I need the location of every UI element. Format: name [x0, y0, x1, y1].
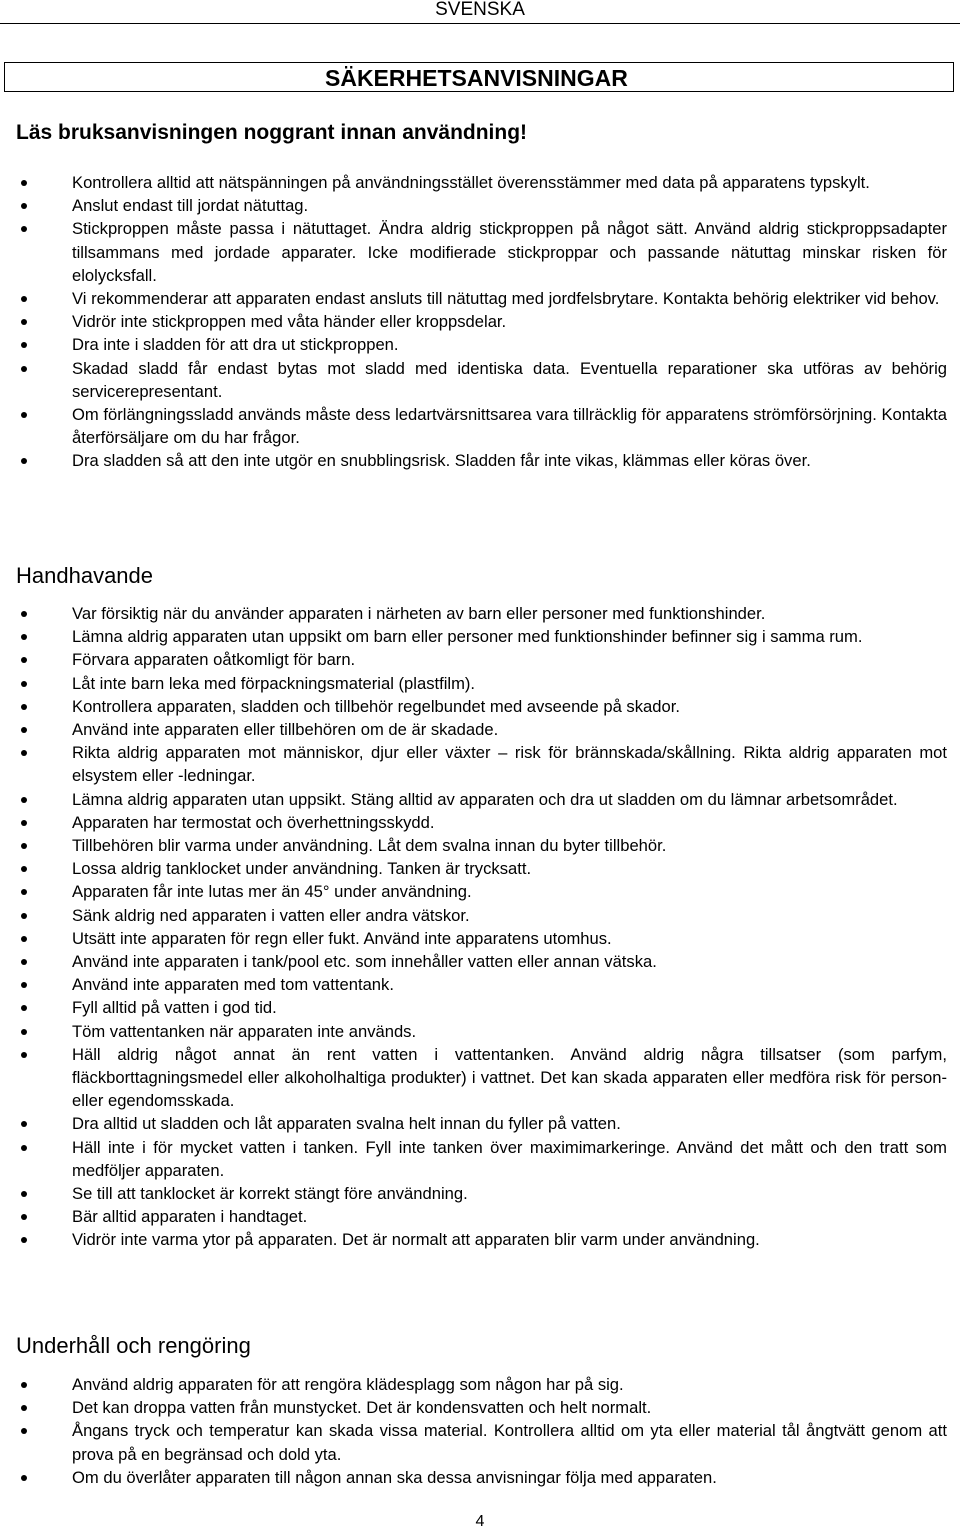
- list-item: Häll inte i för mycket vatten i tanken. Fyll inte tanken över maximimarkeringe. Använd det mått och den tratt som medföljer apparaten.: [0, 1136, 960, 1182]
- list-item: Ångans tryck och temperatur kan skada vissa material. Kontrollera alltid om yta eller material tål ångtvätt genom att prova på en begränsad och dold yta.: [0, 1419, 960, 1465]
- list-item: Anslut endast till jordat nätuttag.: [0, 194, 960, 217]
- list-item: Dra inte i sladden för att dra ut stickproppen.: [0, 333, 960, 356]
- safety-list: [0, 171, 960, 473]
- list-item: Sänk aldrig ned apparaten i vatten eller andra vätskor.: [0, 904, 960, 927]
- list-item: Utsätt inte apparaten för regn eller fukt. Använd inte apparatens utomhus.: [0, 927, 960, 950]
- list-item: Om du överlåter apparaten till någon annan ska dessa anvisningar följa med apparaten.: [0, 1466, 960, 1489]
- list-item: Använd inte apparaten i tank/pool etc. som innehåller vatten eller annan vätska.: [0, 950, 960, 973]
- maintenance-heading: Underhåll och rengöring: [16, 1333, 251, 1358]
- list-item: Fyll alltid på vatten i god tid.: [0, 996, 960, 1019]
- list-item: Vidrör inte varma ytor på apparaten. Det är normalt att apparaten blir varm under användning.: [0, 1228, 960, 1251]
- list-item: Töm vattentanken när apparaten inte används.: [0, 1020, 960, 1043]
- page-number: 4: [475, 1513, 485, 1530]
- list-item: Dra sladden så att den inte utgör en snubblingsrisk. Sladden får inte vikas, klämmas eller köras över.: [0, 449, 960, 472]
- list-item: Använd aldrig apparaten för att rengöra klädesplagg som någon har på sig.: [0, 1373, 960, 1396]
- handling-heading: Handhavande: [16, 563, 154, 588]
- handling-list: [0, 602, 960, 1252]
- list-item: Använd inte apparaten eller tillbehören om de är skadade.: [0, 718, 960, 741]
- list-item: Vi rekommenderar att apparaten endast ansluts till nätuttag med jordfelsbrytare. Kontakta behörig elektriker vid behov.: [0, 287, 960, 310]
- list-item: Kontrollera apparaten, sladden och tillbehör regelbundet med avseende på skador.: [0, 695, 960, 718]
- maintenance-list: [0, 1373, 960, 1489]
- list-item: Stickproppen måste passa i nätuttaget. Ändra aldrig stickproppen på något sätt. Använd aldrig stickproppsadapter tillsammans med jordade apparater. Icke modifierade stickproppar och passande nätuttag minskar risken för elolycksfall.: [0, 217, 960, 287]
- list-item: Apparaten har termostat och överhettningsskydd.: [0, 811, 960, 834]
- list-item: Häll aldrig något annat än rent vatten i vattentanken. Använd aldrig några tillsatser (som parfym, fläckborttagningsmedel eller alkoholhaltiga produkter) i vattnet. Det kan skada apparaten eller medföra risk för person- eller egendomsskada.: [0, 1043, 960, 1113]
- list-item: Kontrollera alltid att nätspänningen på användningsstället överensstämmer med data på apparatens typskylt.: [0, 171, 960, 194]
- list-item: Vidrör inte stickproppen med våta händer eller kroppsdelar.: [0, 310, 960, 333]
- page-title: SÄKERHETSANVISNINGAR: [325, 65, 628, 91]
- list-item: Det kan droppa vatten från munstycket. Det är kondensvatten och helt normalt.: [0, 1396, 960, 1419]
- list-item: Dra alltid ut sladden och låt apparaten svalna helt innan du fyller på vatten.: [0, 1112, 960, 1135]
- list-item: Skadad sladd får endast bytas mot sladd med identiska data. Eventuella reparationer ska utföras av behörig servicerepresentant.: [0, 357, 960, 403]
- list-item: Använd inte apparaten med tom vattentank.: [0, 973, 960, 996]
- header-rule: [0, 23, 960, 24]
- list-item: Tillbehören blir varma under användning. Låt dem svalna innan du byter tillbehör.: [0, 834, 960, 857]
- list-item: Apparaten får inte lutas mer än 45° under användning.: [0, 880, 960, 903]
- list-item: Om förlängningssladd används måste dess ledartvärsnittsarea vara tillräcklig för apparatens strömförsörjning. Kontakta återförsäljare om du har frågor.: [0, 403, 960, 449]
- list-item: Förvara apparaten oåtkomligt för barn.: [0, 648, 960, 671]
- header-language: SVENSKA: [435, 0, 525, 20]
- list-item: Lämna aldrig apparaten utan uppsikt. Stäng alltid av apparaten och dra ut sladden om du lämnar arbetsområdet.: [0, 788, 960, 811]
- title-box: [4, 62, 954, 92]
- intro-heading: Läs bruksanvisningen noggrant innan användning!: [16, 121, 528, 144]
- list-item: Bär alltid apparaten i handtaget.: [0, 1205, 960, 1228]
- list-item: Rikta aldrig apparaten mot människor, djur eller växter – risk för brännskada/skållning. Rikta aldrig apparaten mot elsystem eller -ledningar.: [0, 741, 960, 787]
- list-item: Lossa aldrig tanklocket under användning. Tanken är trycksatt.: [0, 857, 960, 880]
- list-item: Låt inte barn leka med förpackningsmaterial (plastfilm).: [0, 672, 960, 695]
- list-item: Se till att tanklocket är korrekt stängt före användning.: [0, 1182, 960, 1205]
- list-item: Var försiktig när du använder apparaten i närheten av barn eller personer med funktionshinder.: [0, 602, 960, 625]
- list-item: Lämna aldrig apparaten utan uppsikt om barn eller personer med funktionshinder befinner sig i samma rum.: [0, 625, 960, 648]
